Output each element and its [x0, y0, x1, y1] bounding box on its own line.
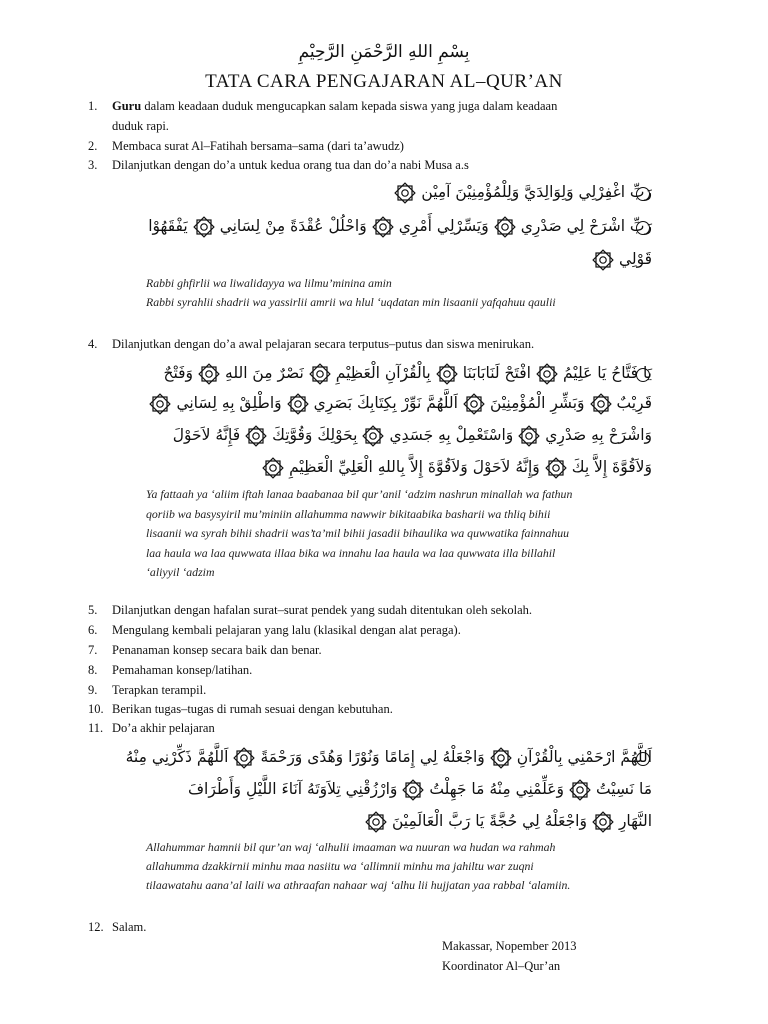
- ayah-end-icon: [191, 216, 217, 238]
- ayah-end-icon: [516, 425, 542, 447]
- item-number: 10.: [88, 702, 104, 716]
- item-number: 9.: [88, 683, 98, 697]
- transliteration-line: Allahummar hamnii bil qur’an waj ‘alhulii imaaman wa nuuran wa hudan wa rahmah: [146, 840, 556, 854]
- arabic-text: اَللَّهُمَّ نَوِّرْ بِكِتَابِكَ بَصَرِي: [313, 394, 458, 412]
- arabic-text: فَإِنَّهُ لاَحَوْلَ: [172, 426, 241, 444]
- item-number: 11.: [88, 721, 104, 735]
- ayah-end-icon: [285, 393, 311, 415]
- arabic-text: رَبِّ اشْرَحْ لِي صَدْرِي: [520, 217, 652, 235]
- arabic-text: وَيَسِّرْلِي أَمْرِي: [398, 217, 489, 235]
- item-text: Terapkan terampil.: [112, 683, 207, 697]
- ayah-end-icon: [590, 811, 616, 833]
- ayah-end-icon: [147, 393, 173, 415]
- item-number: 2.: [88, 139, 98, 153]
- item-text: Berikan tugas–tugas di rumah sesuai dengan kebutuhan.: [112, 702, 393, 716]
- ayah-end-icon: [370, 216, 396, 238]
- item-text: Membaca surat Al–Fatihah bersama–sama (dari ta’awudz): [112, 139, 404, 153]
- item-number: 4.: [88, 337, 98, 351]
- ayah-end-icon: [392, 182, 418, 204]
- arabic-text: اَللَّهُمَّ ذَكِّرْنِي مِنْهُ: [125, 748, 229, 766]
- arabic-text: وَلاَقُوَّةَ إِلاَّ بِكَ: [571, 458, 652, 476]
- arabic-text: النَّهَارِ: [618, 812, 652, 830]
- page-title: TATA CARA PENGAJARAN AL–QUR’AN: [205, 71, 563, 92]
- arabic-text: وَبَشِّرِ الْمُؤْمِنِيْنَ: [489, 394, 585, 412]
- item-bold-word: Guru: [112, 99, 142, 113]
- item-text-part: dalam keadaan duduk mengucapkan salam kepada siswa yang juga dalam keadaan: [141, 99, 558, 113]
- arabic-line: [120, 240, 652, 278]
- ayah-end-icon: [434, 363, 460, 385]
- transliteration-line: qoriib wa basysyiril mu’miniin allahumma nawwir bikitaabika basharii wa thliq bihii: [146, 507, 551, 521]
- arabic-text: بِالْقُرْآنِ الْعَظِيْمِ: [335, 364, 431, 382]
- item-text-cont: duduk rapi.: [112, 119, 169, 133]
- arabic-text: قَرِيْبٌ: [616, 394, 652, 412]
- arabic-text: رَبِّ اغْفِرْلِي وَلِوَالِدَيَّ وَلِلْمُؤْمِنِيْنَ آمِيْن: [421, 183, 652, 201]
- arabic-text: وَإِنَّهُ لاَحَوْلَ وَلاَقُوَّةَ إِلاَّ بِاللهِ الْعَلِيِّ الْعَظِيْمِ: [289, 458, 540, 476]
- item-number: 12.: [88, 920, 104, 934]
- arabic-text: وَاسْتَعْمِلْ بِهِ جَسَدِي: [389, 426, 514, 444]
- transliteration-line: Ya fattaah ya ‘aliim iftah lanaa baabanaa bil qur’anil ‘adzim nashrun minallah wa fathun: [146, 487, 573, 501]
- transliteration-line: allahumma dzakkirnii minhu maa nasiitu wa ‘allimnii minhu ma jahiltu war zuqni: [146, 859, 534, 873]
- ayah-end-icon: [231, 747, 257, 769]
- ayah-end-icon: [461, 393, 487, 415]
- arabic-text: وَاحْلُلْ عُقْدَةً مِنْ لِسَانِي: [219, 217, 367, 235]
- item-text: [112, 96, 652, 136]
- ayah-end-icon: [400, 779, 426, 801]
- ayah-end-icon: [492, 216, 518, 238]
- item-number: 8.: [88, 663, 98, 677]
- item-text: Salam.: [112, 920, 147, 934]
- arabic-text: اَللَّهُمَّ ارْحَمْنِي بِالْقُرْآنِ: [516, 748, 652, 766]
- ayah-end-icon: [260, 457, 286, 479]
- item-number: 7.: [88, 643, 98, 657]
- transliteration-line: Rabbi syrahlii shadrii wa yassirlii amrii wa hlul ‘uqdatan min lisaanii yafqahuu qaulii: [146, 295, 556, 309]
- ayah-end-icon: [243, 425, 269, 447]
- arabic-text: مَا نَسِيْتُ: [596, 780, 652, 798]
- arabic-text: وَاشْرَحْ بِهِ صَدْرِي: [545, 426, 652, 444]
- item-text: Pemahaman konsep/latihan.: [112, 663, 253, 677]
- ayah-end-icon: [590, 249, 616, 271]
- arabic-line: [120, 448, 652, 486]
- ayah-end-icon: [307, 363, 333, 385]
- arabic-text: يَا فَتَّاحُ يَا عَلِيْمُ: [562, 364, 652, 382]
- item-text: Dilanjutkan dengan hafalan surat–surat pendek yang sudah ditentukan oleh sekolah.: [112, 603, 533, 617]
- transliteration-line: Rabbi ghfirlii wa liwalidayya wa lilmu’minina amin: [146, 276, 392, 290]
- item-text: Dilanjutkan dengan do’a awal pelajaran secara terputus–putus dan siswa menirukan.: [112, 337, 535, 351]
- arabic-line: [120, 802, 652, 840]
- ayah-end-icon: [534, 363, 560, 385]
- arabic-text: وَفَتْحٌ: [163, 364, 194, 382]
- arabic-text: وَاطْلِقْ بِهِ لِسَانِي: [176, 394, 282, 412]
- item-number: 1.: [88, 99, 98, 113]
- arabic-text: وَعَلِّمْنِي مِنْهُ مَا جَهِلْتُ: [429, 780, 564, 798]
- arabic-text: نَصْرٌ مِنَ اللهِ: [225, 364, 304, 382]
- item-text: Do’a akhir pelajaran: [112, 721, 215, 735]
- ayah-end-icon: [567, 779, 593, 801]
- ayah-end-icon: [196, 363, 222, 385]
- list-item-1: [88, 96, 648, 136]
- arabic-text: وَاجْعَلْهُ لِي حُجَّةً يَا رَبَّ الْعَالَمِيْنَ: [391, 812, 587, 830]
- ayah-end-icon: [488, 747, 514, 769]
- arabic-text: قَوْلِي: [618, 250, 652, 268]
- transliteration-line: laa haula wa laa quwwata illaa bika wa innahu laa haula wa laa quwwata illa billahil: [146, 546, 556, 560]
- item-number: 3.: [88, 158, 98, 172]
- signature-role: Koordinator Al–Qur’an: [442, 959, 561, 973]
- arabic-text: بِحَوْلِكَ وَقُوَّتِكَ: [272, 426, 358, 444]
- ayah-end-icon: [588, 393, 614, 415]
- transliteration-line: tilaawatahu aana’al laili wa athraafan nahaar waj ‘alhu lii hujjatan yaa rabbal ‘alamiin.: [146, 878, 571, 892]
- arabic-line: [120, 173, 652, 211]
- transliteration-line: lisaanii wa syrah bihii shadrii was’ta’mil bihii jasadii bihaulika wa quwwatika fainnahuu: [146, 526, 570, 540]
- item-text: Penanaman konsep secara baik dan benar.: [112, 643, 322, 657]
- item-number: 6.: [88, 623, 98, 637]
- arabic-text: يَفْقَهُوْا: [148, 217, 188, 235]
- ayah-end-icon: [543, 457, 569, 479]
- arabic-text: وَارْزُقْنِي تِلاَوَتَهُ آنَاءَ اللَّيْلِ وَأَطْرَافَ: [187, 780, 398, 798]
- ayah-end-icon: [363, 811, 389, 833]
- transliteration-line: ‘aliyyil ‘adzim: [146, 565, 215, 579]
- item-text: Dilanjutkan dengan do’a untuk kedua orang tua dan do’a nabi Musa a.s: [112, 158, 469, 172]
- basmalah: بِسْمِ اللهِ الرَّحْمَنِ الرَّحِيْمِ: [298, 42, 470, 62]
- ayah-end-icon: [360, 425, 386, 447]
- item-text: Mengulang kembali pelajaran yang lalu (klasikal dengan alat peraga).: [112, 623, 461, 637]
- item-number: 5.: [88, 603, 98, 617]
- signature-place-date: Makassar, Nopember 2013: [442, 939, 577, 953]
- arabic-text: افْتَحْ لَنَابَابَنَا: [462, 364, 531, 382]
- arabic-text: وَاجْعَلْهُ لِي إِمَامًا وَنُوْرًا وَهُدًى وَرَحْمَةً: [260, 748, 485, 766]
